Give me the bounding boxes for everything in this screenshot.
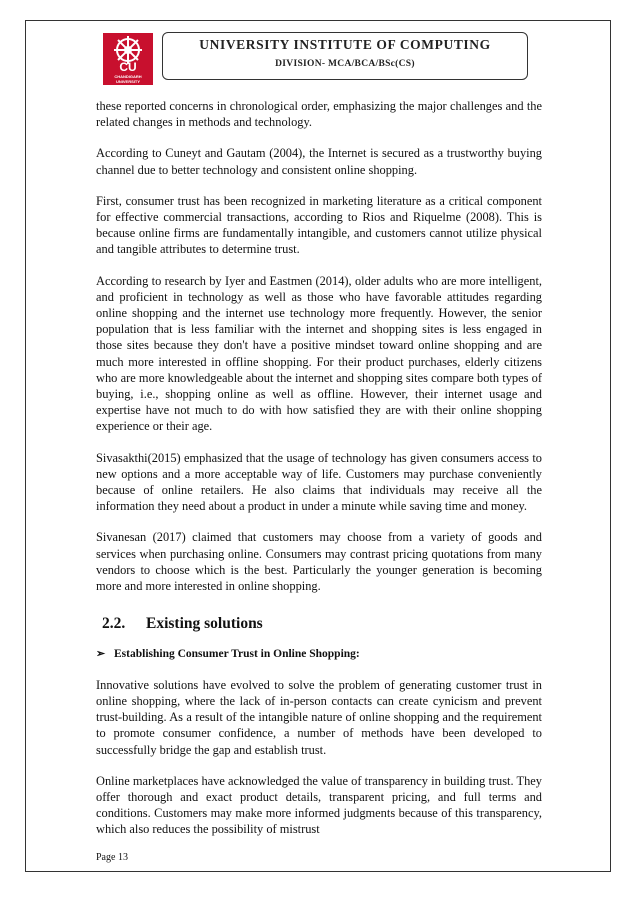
paragraph: According to research by Iyer and Eastmen (2014), older adults who are more intelligent, and proficient in technology as well as those who have favorable attitudes regarding online shopping and the internet use technology more frequently. However, the senior population that is less familiar with the internet and shopping sites is less engaged in those sites because they don't have a positive mindset toward online shopping and are much more interested in offline shopping. For their product purchases, elderly citizens who are more knowledgeable about the internet and shopping sites compare both types of buying, i.e., shopping online as well as offline. However, their internet usage and expertise have not much to do with how satisfied they are with their online shopping experience or their age. [96,273,542,434]
paragraph: Sivanesan (2017) claimed that customers may choose from a variety of goods and services when purchasing online. Consumers may contrast pricing quotations from many vendors to choose which is the best. Particularly the younger generation is becoming more and more interested in online shopping. [96,530,542,594]
paragraph: these reported concerns in chronological order, emphasizing the major challenges and the related changes in methods and technology. [96,99,542,130]
university-logo [103,33,153,85]
paragraph: First, consumer trust has been recognized in marketing literature as a critical component for effective commercial transactions, according to Rios and Riquelme (2008). This is because online firms are fundamentally intangible, and customers cannot utilize physical and tangible attributes to determine trust. [96,193,542,257]
logo-text: CU [119,60,137,74]
logo-subtext-2: UNIVERSITY [115,79,140,84]
logo-subtext-1: CHANDIGARH [114,74,142,79]
arrow-bullet-icon: ➢ [96,648,106,661]
paragraph: According to Cuneyt and Gautam (2004), the Internet is secured as a trustworthy buying channel due to better technology and consistent online shopping. [96,146,542,177]
header-banner [162,32,528,80]
paragraph: Online marketplaces have acknowledged the value of transparency in building trust. They offer thorough and exact product details, transparent pricing, and full terms and conditions. Customers may make more informed judgments because of this transparency, which also reduces the possibility of mistrust [96,773,542,837]
page-number: Page 13 [96,852,128,863]
bullet-heading [96,646,542,662]
paragraph: Innovative solutions have evolved to solve the problem of generating customer trust in online shopping, where the lack of in-person contacts can create cynicism and prevent trust-building. As a result of the intangible nature of online shopping and the requirement to promote consumer confidence, a number of methods have been developed to successfully bridge the gap and establish trust. [96,677,542,757]
institute-title: UNIVERSITY INSTITUTE OF COMPUTING [199,37,491,52]
section-number: 2.2. [102,615,126,633]
section-title: Existing solutions [146,615,263,633]
division-subtitle: DIVISION- MCA/BCA/BSc(CS) [275,59,415,69]
page-content [96,98,542,853]
bullet-heading-text: Establishing Consumer Trust in Online Shopping: [114,648,360,661]
paragraph: Sivasakthi(2015) emphasized that the usage of technology has given consumers access to new options and a more acceptable way of life. Customers may purchase conveniently because of online retailers. He also claims that individuals may receive all the information they need about a product in under a minute while saving time and money. [96,450,542,514]
section-heading [102,616,542,632]
